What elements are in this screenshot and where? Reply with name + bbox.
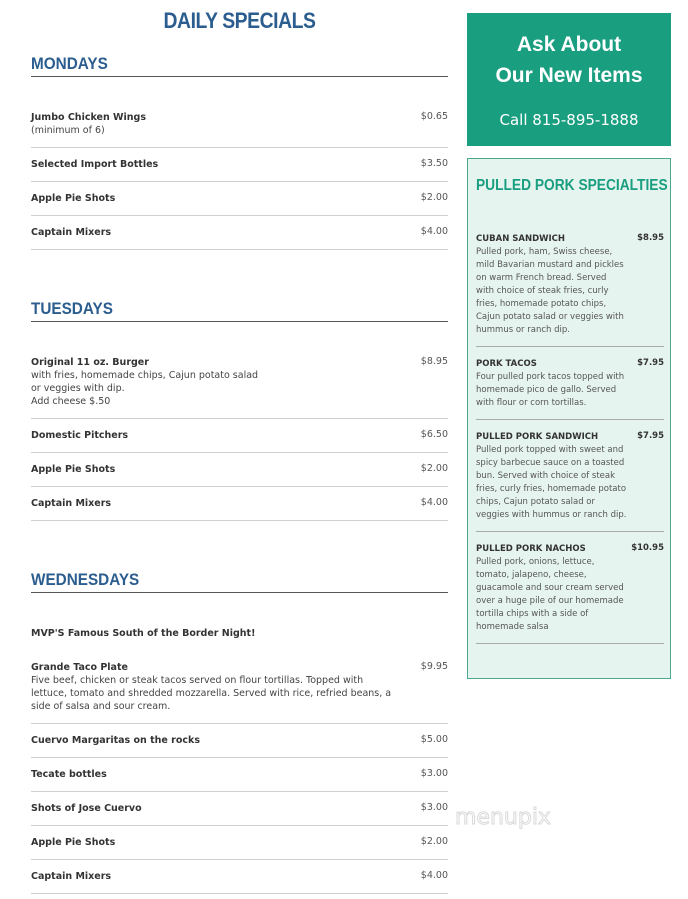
item-price: $4.00 [420,497,448,508]
page-title: DAILY SPECIALS [163,8,316,33]
item-price: $5.00 [420,734,448,745]
item-name: Apple Pie Shots [31,464,116,475]
svg-text:menupix: menupix [455,805,551,830]
item-price: $4.00 [420,226,448,237]
menu-item [31,802,448,826]
item-name: Captain Mixers [31,227,112,238]
cta-heading [467,29,671,91]
specialty-desc: Four pulled pork tacos topped with homemade pico de gallo. Served with flour or corn tortillas. [476,372,625,408]
cta-phone: Call 815-895-1888 [499,111,639,129]
item-name: Jumbo Chicken Wings [31,112,146,123]
specialties-title: PULLED PORK SPECIALTIES [476,177,668,194]
menu-item [31,627,448,647]
item-price: $8.95 [420,356,448,367]
item-name: Shots of Jose Cuervo [31,803,142,814]
menu-item [31,463,448,487]
specialty-price: $7.95 [637,358,664,368]
menu-item [31,429,448,453]
specialties-panel [467,158,671,679]
specialty-desc: Pulled pork, ham, Swiss cheese, mild Bavarian mustard and pickles on warm French bread. Served with choice of steak fries, curly fries, homemade potato chips, Cajun potato salad or veggies with hummus or ranch dip. [476,247,624,335]
specialty-name: PORK TACOS [476,359,537,369]
item-name: Captain Mixers [31,871,112,882]
item-name: Apple Pie Shots [31,193,116,204]
menu-item [31,158,448,182]
menu-item [31,226,448,250]
menu-item [31,734,448,758]
item-name: Captain Mixers [31,498,112,509]
item-name: MVP'S Famous South of the Border Night! [31,628,256,639]
specialty-price: $10.95 [631,543,664,553]
item-price: $2.00 [420,192,448,203]
item-name: Cuervo Margaritas on the rocks [31,735,200,746]
specialty-name: PULLED PORK NACHOS [476,544,586,554]
item-price: $2.00 [420,463,448,474]
menu-item [31,497,448,521]
section-mondays [31,54,448,77]
item-price: $3.00 [420,768,448,779]
menu-item [31,111,448,148]
cta-line-2: Our New Items [495,64,643,87]
item-desc: Five beef, chicken or steak tacos served on flour tortillas. Topped with lettuce, tomato and shredded mozzarella. Served with rice, refried beans, a side of salsa and sour cream. [31,675,392,712]
menu-item [31,661,448,724]
item-name: Apple Pie Shots [31,837,116,848]
cta-line-1: Ask About [516,33,622,56]
menu-item [31,356,448,419]
item-name: Tecate bottles [31,769,107,780]
item-price: $4.00 [420,870,448,881]
item-name: Domestic Pitchers [31,430,129,441]
specialty-name: CUBAN SANDWICH [476,234,566,244]
item-desc: (minimum of 6) [31,125,105,136]
item-name: Original 11 oz. Burger [31,357,149,368]
section-title-mondays: MONDAYS [31,54,108,73]
item-price: $9.95 [420,661,448,672]
specialty-desc: Pulled pork topped with sweet and spicy barbecue sauce on a toasted bun. Served with choice of steak fries, curly fries, homemade potato chips, Cajun potato salad or veggies with hummus or ranch dip. [476,445,627,520]
specialty-price: $8.95 [637,233,664,243]
specialty-name: PULLED PORK SANDWICH [476,432,599,442]
menupix-watermark [455,790,605,838]
menu-item [31,836,448,860]
specialty-price: $7.95 [637,431,664,441]
item-desc: with fries, homemade chips, Cajun potato salad or veggies with dip. Add cheese $.50 [31,370,259,407]
item-price: $3.00 [420,802,448,813]
specialty-item [476,543,664,644]
item-price: $3.50 [420,158,448,169]
section-wednesdays [31,570,448,593]
specialty-item [476,431,664,532]
item-name: Selected Import Bottles [31,159,159,170]
menu-item [31,768,448,792]
section-title-wednesdays: WEDNESDAYS [31,570,140,589]
section-title-tuesdays: TUESDAYS [31,299,113,318]
item-price: $6.50 [420,429,448,440]
section-tuesdays [31,299,448,322]
menu-item [31,870,448,894]
cta-box [467,13,671,146]
specialty-item [476,233,664,347]
item-name: Grande Taco Plate [31,662,128,673]
item-price: $0.65 [420,111,448,122]
item-price: $2.00 [420,836,448,847]
menu-item [31,192,448,216]
specialty-item [476,358,664,420]
specialty-desc: Pulled pork, onions, lettuce, tomato, jalapeno, cheese, guacamole and sour cream served over a huge pile of our homemade tortilla chips with a side of homemade salsa [476,557,624,632]
